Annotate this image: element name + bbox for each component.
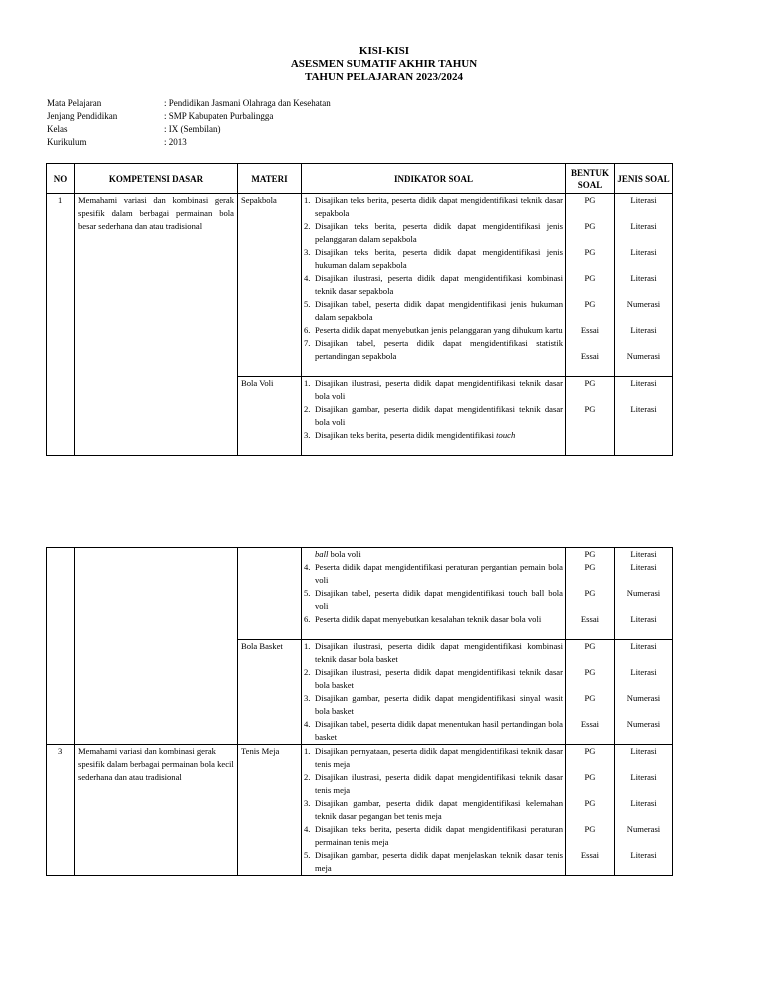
jenis-value: Literasi	[630, 273, 657, 283]
indikator-text	[315, 745, 563, 771]
header-jenis-soal: JENIS SOAL	[615, 164, 673, 194]
bentuk-list	[566, 194, 615, 377]
row-number: 1	[47, 194, 75, 456]
indikator-item	[304, 298, 563, 324]
indikator-italic-term: ball	[315, 549, 329, 559]
indikator-text-body: Disajikan ilustrasi, peserta didik dapat mengidentifikasi kombinasi teknik dasar bola basket	[315, 641, 563, 664]
jenis-value: Numerasi	[626, 693, 661, 703]
indikator-number: 4.	[304, 824, 311, 834]
meta-label: Kurikulum	[47, 137, 87, 147]
jenis-list	[615, 745, 673, 876]
indikator-item-continued	[304, 548, 563, 561]
indikator-text	[315, 718, 563, 744]
indikator-item	[304, 849, 563, 875]
indikator-item	[304, 613, 563, 626]
bentuk-list	[566, 377, 615, 456]
meta-label: Mata Pelajaran	[47, 98, 102, 108]
bentuk-value: Essai	[580, 325, 600, 335]
bentuk-value: PG	[584, 641, 596, 651]
jenis-value: Literasi	[630, 549, 657, 559]
header-no: NO	[47, 164, 75, 194]
bentuk-list	[566, 640, 615, 745]
indikator-text-body: Disajikan tabel, peserta didik dapat mengidentifikasi touch ball bola voli	[315, 588, 563, 611]
bentuk-value: PG	[584, 273, 596, 283]
indikator-number: 3.	[304, 430, 311, 440]
indikator-item	[304, 561, 563, 587]
meta-value: : Pendidikan Jasmani Olahraga dan Kesehatan	[164, 98, 331, 108]
header-kompetensi-dasar: KOMPETENSI DASAR	[75, 164, 238, 194]
indikator-text	[315, 246, 563, 272]
indikator-text-body: Disajikan tabel, peserta didik dapat mengidentifikasi jenis hukuman dalam sepakbola	[315, 299, 563, 322]
document-meta	[47, 97, 331, 149]
jenis-value: Literasi	[630, 641, 657, 651]
indikator-item	[304, 797, 563, 823]
indikator-text	[315, 337, 563, 363]
indikator-number: 1.	[304, 641, 311, 651]
jenis-value: Literasi	[630, 247, 657, 257]
indikator-number: 1.	[304, 378, 311, 388]
indikator-text-body: Disajikan ilustrasi, peserta didik dapat mengidentifikasi kombinasi teknik dasar sepakbola	[315, 273, 563, 296]
indikator-item	[304, 640, 563, 666]
indikator-number: 3.	[304, 693, 311, 703]
indikator-list	[302, 377, 566, 456]
indikator-text: bola voli	[328, 549, 361, 559]
jenis-list	[615, 377, 673, 456]
indikator-text-body: Disajikan ilustrasi, peserta didik dapat mengidentifikasi teknik dasar bola basket	[315, 667, 563, 690]
indikator-text	[315, 692, 563, 718]
jenis-value: Numerasi	[626, 299, 661, 309]
meta-row-class	[47, 123, 331, 136]
title-line-1: KISI-KISI	[358, 45, 410, 57]
title-line-3: TAHUN PELAJARAN 2023/2024	[304, 71, 464, 83]
meta-label: Kelas	[47, 124, 68, 134]
bentuk-list	[566, 548, 615, 640]
indikator-text-body: Disajikan gambar, peserta didik dapat mengidentifikasi sinyal wasit bola basket	[315, 693, 563, 716]
indikator-number: 4.	[304, 273, 311, 283]
jenis-value: Numerasi	[626, 719, 661, 729]
indikator-text	[315, 403, 563, 429]
meta-value: : IX (Sembilan)	[164, 124, 221, 134]
indikator-number: 3.	[304, 247, 311, 257]
indikator-list	[302, 194, 566, 377]
bentuk-value: PG	[584, 667, 596, 677]
jenis-value: Literasi	[630, 562, 657, 572]
indikator-item	[304, 823, 563, 849]
indikator-text	[315, 823, 563, 849]
indikator-number: 2.	[304, 667, 311, 677]
indikator-text	[315, 324, 563, 337]
indikator-text-body: Disajikan ilustrasi, peserta didik dapat mengidentifikasi teknik dasar bola voli	[315, 378, 563, 401]
document-title	[0, 45, 768, 84]
title-line-2: ASESMEN SUMATIF AKHIR TAHUN	[290, 58, 478, 70]
materi-cell: Tenis Meja	[238, 745, 302, 876]
bentuk-sublist	[566, 561, 614, 639]
jenis-value	[615, 429, 672, 455]
indikator-number: 5.	[304, 850, 311, 860]
indikator-number: 1.	[304, 195, 311, 205]
indikator-item	[304, 587, 563, 613]
bentuk-value: Essai	[580, 614, 600, 624]
meta-value: : 2013	[164, 137, 187, 147]
indikator-text-body: Peserta didik dapat mengidentifikasi peraturan pergantian pemain bola voli	[315, 562, 563, 585]
jenis-value: Literasi	[630, 798, 657, 808]
bentuk-value: PG	[584, 299, 596, 309]
bentuk-value: PG	[584, 378, 596, 388]
indikator-number: 2.	[304, 772, 311, 782]
indikator-text-body: Disajikan teks berita, peserta didik dapat mengidentifikasi peraturan permainan tenis meja	[315, 824, 563, 847]
indikator-text	[315, 771, 563, 797]
indikator-item	[304, 377, 563, 403]
jenis-value: Literasi	[630, 850, 657, 860]
indikator-text	[315, 613, 563, 626]
indikator-number: 2.	[304, 221, 311, 231]
row-number	[47, 548, 75, 745]
meta-row-curriculum	[47, 136, 331, 149]
bentuk-value: PG	[584, 549, 596, 559]
meta-row-subject	[47, 97, 331, 110]
kisi-kisi-table-part-1	[46, 163, 673, 456]
indikator-number: 2.	[304, 404, 311, 414]
indikator-number: 5.	[304, 588, 311, 598]
jenis-list	[615, 194, 673, 377]
table-row	[47, 548, 673, 640]
indikator-number: 5.	[304, 299, 311, 309]
table-header-row	[47, 164, 673, 194]
materi-cell: Bola Voli	[238, 377, 302, 456]
indikator-text	[315, 666, 563, 692]
indikator-text	[315, 640, 563, 666]
indikator-item	[304, 718, 563, 744]
indikator-number: 6.	[304, 325, 311, 335]
meta-value: : SMP Kabupaten Purbalingga	[164, 111, 274, 121]
bentuk-value: PG	[584, 746, 596, 756]
indikator-text-body: Disajikan teks berita, peserta didik dapat mengidentifikasi jenis hukuman dalam sepakbola	[315, 247, 563, 270]
indikator-text	[315, 298, 563, 324]
indikator-item	[304, 194, 563, 220]
indikator-text-body: Disajikan tabel, peserta didik dapat mengidentifikasi statistik pertandingan sepakbola	[315, 338, 563, 361]
indikator-text-body: Peserta didik dapat menyebutkan kesalahan teknik dasar bola voli	[315, 614, 542, 624]
indikator-number: 1.	[304, 746, 311, 756]
indikator-text-body: Disajikan gambar, peserta didik dapat menjelaskan teknik dasar tenis meja	[315, 850, 563, 873]
table-row	[47, 194, 673, 377]
indikator-text	[315, 194, 563, 220]
indikator-text-body: Disajikan ilustrasi, peserta didik dapat mengidentifikasi teknik dasar tenis meja	[315, 772, 563, 795]
indikator-item	[304, 324, 563, 337]
indikator-number: 4.	[304, 562, 311, 572]
bentuk-value: PG	[584, 824, 596, 834]
bentuk-value: PG	[584, 693, 596, 703]
meta-label: Jenjang Pendidikan	[47, 111, 118, 121]
indikator-italic-term: touch	[496, 430, 516, 440]
jenis-list	[615, 548, 673, 640]
kisi-kisi-table-part-2	[46, 547, 673, 876]
indikator-text	[315, 849, 563, 875]
jenis-value: Literasi	[630, 772, 657, 782]
bentuk-value: Essai	[580, 850, 600, 860]
indikator-number: 4.	[304, 719, 311, 729]
row-number: 3	[47, 745, 75, 876]
jenis-list	[615, 640, 673, 745]
indikator-item	[304, 337, 563, 363]
indikator-text-body: Disajikan gambar, peserta didik dapat mengidentifikasi kelemahan teknik dasar pegangan bet tenis meja	[315, 798, 563, 821]
indikator-text-body: Disajikan pernyataan, peserta didik dapat mengidentifikasi teknik dasar tenis meja	[315, 746, 563, 769]
indikator-number: 3.	[304, 798, 311, 808]
indikator-text-body: Disajikan teks berita, peserta didik mengidentifikasi	[315, 430, 494, 440]
indikator-item	[304, 692, 563, 718]
jenis-value: Literasi	[630, 195, 657, 205]
indikator-list	[302, 640, 566, 745]
indikator-item	[304, 403, 563, 429]
indikator-list	[302, 745, 566, 876]
bentuk-value: Essai	[580, 719, 600, 729]
indikator-text-body: Peserta didik dapat menyebutkan jenis pelanggaran yang dihukum kartu	[315, 325, 563, 335]
indikator-item	[304, 272, 563, 298]
indikator-text-body: Disajikan teks berita, peserta didik dapat mengidentifikasi jenis pelanggaran dalam sepakbola	[315, 221, 563, 244]
kompetensi-dasar: Memahami variasi dan kombinasi gerak spesifik dalam berbagai permainan bola besar sederhana dan atau tradisional	[75, 194, 238, 456]
indikator-text	[315, 272, 563, 298]
indikator-text	[315, 797, 563, 823]
jenis-value: Literasi	[630, 404, 657, 414]
indikator-number: 6.	[304, 614, 311, 624]
table-row	[47, 745, 673, 876]
indikator-item	[304, 220, 563, 246]
bentuk-value: PG	[584, 798, 596, 808]
indikator-item	[304, 666, 563, 692]
jenis-value: Literasi	[630, 746, 657, 756]
jenis-value: Literasi	[630, 667, 657, 677]
bentuk-value: PG	[584, 588, 596, 598]
indikator-list	[302, 548, 566, 640]
bentuk-value: PG	[584, 562, 596, 572]
jenis-value: Numerasi	[626, 351, 661, 361]
indikator-text-body: Disajikan gambar, peserta didik dapat mengidentifikasi teknik dasar bola voli	[315, 404, 563, 427]
indikator-item	[304, 429, 563, 442]
jenis-value: Literasi	[630, 325, 657, 335]
kompetensi-dasar	[75, 548, 238, 745]
materi-cell	[238, 548, 302, 640]
bentuk-value: PG	[584, 247, 596, 257]
kompetensi-dasar: Memahami variasi dan kombinasi gerak spesifik dalam berbagai permainan bola kecil sederhana dan atau tradisional	[75, 745, 238, 876]
meta-row-level	[47, 110, 331, 123]
indikator-sublist	[304, 561, 563, 626]
bentuk-value	[566, 429, 614, 455]
jenis-value: Numerasi	[626, 588, 661, 598]
indikator-text	[315, 220, 563, 246]
indikator-text	[315, 587, 563, 613]
jenis-value: Literasi	[630, 614, 657, 624]
indikator-text	[315, 429, 563, 442]
indikator-text-body: Disajikan teks berita, peserta didik dapat mengidentifikasi teknik dasar sepakbola	[315, 195, 563, 218]
indikator-text	[315, 377, 563, 403]
jenis-value: Literasi	[630, 221, 657, 231]
indikator-text	[315, 561, 563, 587]
indikator-item	[304, 771, 563, 797]
bentuk-list	[566, 745, 615, 876]
bentuk-value: Essai	[580, 351, 600, 361]
bentuk-value: PG	[584, 221, 596, 231]
jenis-sublist	[615, 561, 672, 639]
header-bentuk-soal: BENTUK SOAL	[566, 164, 615, 194]
materi-cell: Bola Basket	[238, 640, 302, 745]
indikator-text-body: Disajikan tabel, peserta didik dapat menentukan hasil pertandingan bola basket	[315, 719, 563, 742]
indikator-item	[304, 246, 563, 272]
header-indikator-soal: INDIKATOR SOAL	[302, 164, 566, 194]
indikator-number: 7.	[304, 338, 311, 348]
jenis-value: Numerasi	[626, 824, 661, 834]
bentuk-value: PG	[584, 772, 596, 782]
bentuk-value: PG	[584, 404, 596, 414]
materi-cell: Sepakbola	[238, 194, 302, 377]
jenis-value: Literasi	[630, 378, 657, 388]
indikator-item	[304, 745, 563, 771]
header-materi: MATERI	[238, 164, 302, 194]
bentuk-value: PG	[584, 195, 596, 205]
